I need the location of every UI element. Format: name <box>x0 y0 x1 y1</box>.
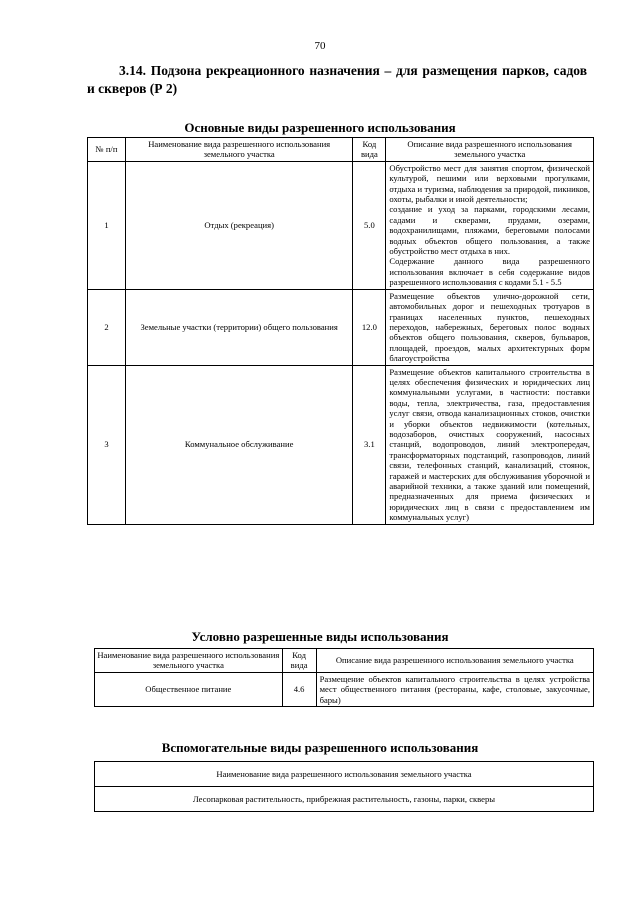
table-header-row <box>95 762 594 787</box>
row-name: Земельные участки (территории) общего пользования <box>125 289 352 365</box>
main-uses-table <box>87 137 594 525</box>
row-code: 3.1 <box>353 365 386 524</box>
row-desc-paragraph: Обустройство мест для занятия спортом, физической культурой, пешими или верховыми прогулками, отдыха и туризма, наблюдения за природой, пикников, охоты, рыбалки и иной деятельности; <box>389 162 590 205</box>
row-num: 3 <box>88 365 126 524</box>
header-code: Код вида <box>282 649 316 673</box>
table-row <box>95 787 594 812</box>
table-row <box>88 289 594 365</box>
header-num: № п/п <box>88 138 126 162</box>
row-desc <box>386 365 594 524</box>
row-desc-paragraph: Размещение объектов капитального строительства в целях обеспечения физических и юридических лиц коммунальными услугами, в частности: поставки воды, тепла, электричества, газа, предоставления услуг связи, отвода канализационных стоков, очистки и уборки объектов недвижимости (котельных, водозаборов, очистных сооружений, насосных станций, водопроводов, линий электропередач, трансформаторных подстанций, газопроводов, линий связи, телефонных станций, канализаций, стоянок, гаражей и мастерских для обслуживания уборочной и аварийной техники, а также зданий или помещений, предназначенных для приема физических и юридических лиц в связи с предоставлением им коммунальных услуг) <box>389 366 590 523</box>
table-row <box>88 365 594 524</box>
header-code: Код вида <box>353 138 386 162</box>
main-uses-title: Основные виды разрешенного использования <box>184 120 456 135</box>
row-desc <box>386 289 594 365</box>
row-num: 2 <box>88 289 126 365</box>
row-name: Отдых (рекреация) <box>125 161 352 289</box>
row-code: 12.0 <box>353 289 386 365</box>
table-row <box>88 161 594 289</box>
row-name: Коммунальное обслуживание <box>125 365 352 524</box>
row-desc-paragraph: Содержание данного вида разрешенного использования включает в себя содержание видов разрешенного использования с кодами 5.1 - 5.5 <box>389 256 590 288</box>
header-desc: Описание вида разрешенного использования земельного участка <box>316 649 593 673</box>
row-desc-paragraph: Размещение объектов улично-дорожной сети, автомобильных дорог и пешеходных тротуаров в границах населенных пунктов, пешеходных переходов, набережных, береговых полос водных объектов общего пользования, скверов, бульваров, площадей, проездов, малых архитектурных форм благоустройства <box>389 290 590 364</box>
row-code: 4.6 <box>282 672 316 706</box>
header-name: Наименование вида разрешенного использования земельного участка <box>125 138 352 162</box>
row-desc <box>386 161 594 289</box>
header-name: Наименование вида разрешенного использования земельного участка <box>95 762 594 787</box>
table-header-row <box>88 138 594 162</box>
section-heading: 3.14. Подзона рекреационного назначения – для размещения парков, садов и скверов (Р 2) <box>87 63 587 96</box>
table-row <box>95 672 594 706</box>
table-header-row <box>95 649 594 673</box>
header-desc: Описание вида разрешенного использования земельного участка <box>386 138 594 162</box>
page-number: 70 <box>314 40 326 52</box>
conditional-uses-table <box>94 648 594 707</box>
row-code: 5.0 <box>353 161 386 289</box>
row-desc: Размещение объектов капитального строительства в целях устройства мест общественного питания (рестораны, кафе, столовые, закусочные, бары) <box>316 672 593 706</box>
auxiliary-uses-title: Вспомогательные виды разрешенного использования <box>161 740 479 755</box>
row-name: Общественное питание <box>95 672 283 706</box>
auxiliary-uses-table <box>94 761 594 812</box>
row-desc-paragraph: создание и уход за парками, городскими лесами, садами и скверами, прудами, озерами, водохранилищами, пляжами, береговыми полосами водных объектов общего пользования, а также обустройство мест отдыха в них. <box>389 204 590 257</box>
conditional-uses-title: Условно разрешенные виды использования <box>191 629 449 644</box>
row-value: Лесопарковая растительность, прибрежная растительность, газоны, парки, скверы <box>95 787 594 812</box>
header-name: Наименование вида разрешенного использования земельного участка <box>95 649 283 673</box>
row-num: 1 <box>88 161 126 289</box>
